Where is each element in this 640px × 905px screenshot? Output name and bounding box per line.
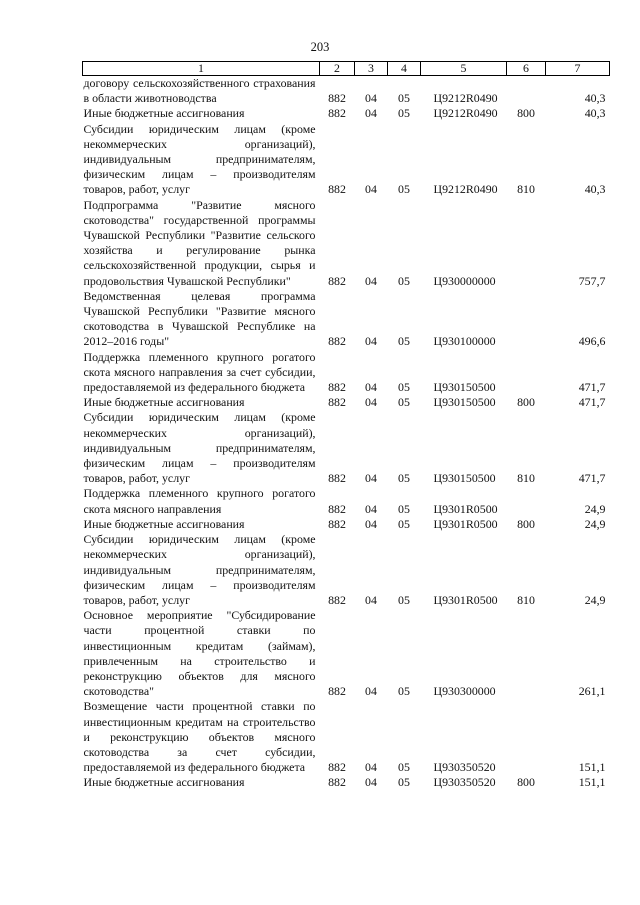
row-subsection-code: 05 <box>398 395 410 410</box>
row-target-article-code: Ц930100000 <box>433 334 496 349</box>
row-description: Субсидии юридическим лицам (кроме некоммерческих организаций), индивидуальным предпринимателям, физическим лицам – производителям товаров, работ, услуг <box>83 532 316 607</box>
row-section-code: 04 <box>365 334 377 349</box>
row-subsection-code: 05 <box>398 592 410 607</box>
row-expense-type-code: 800 <box>517 395 535 410</box>
row-amount: 24,9 <box>584 592 606 607</box>
table-row <box>83 395 610 410</box>
table-row <box>83 198 610 289</box>
row-description: Ведомственная целевая программа Чувашской Республики "Развитие мясного скотоводства в Чувашской Республике на 2012–2016 годы" <box>83 288 316 349</box>
row-subsection-code: 05 <box>398 91 410 106</box>
column-header-3: 3 <box>355 62 388 76</box>
row-grbs-code: 882 <box>328 395 346 410</box>
row-grbs-code: 882 <box>328 592 346 607</box>
budget-table <box>82 61 610 791</box>
table-row <box>83 350 610 396</box>
row-section-code: 04 <box>365 106 377 121</box>
row-amount: 24,9 <box>584 501 606 516</box>
row-amount: 471,7 <box>578 395 606 410</box>
column-header-4: 4 <box>388 62 421 76</box>
row-expense-type-code: 810 <box>517 182 535 197</box>
row-amount: 261,1 <box>578 684 606 699</box>
row-expense-type-code <box>507 350 546 396</box>
row-section-code: 04 <box>365 775 377 790</box>
row-expense-type-code <box>507 289 546 350</box>
row-section-code: 04 <box>365 592 377 607</box>
row-description: Основное мероприятие "Субсидирование части процентной ставки по инвестиционным кредитам (займам), привлеченным на строительство и реконструкцию объектов для мясного скотоводства" <box>83 608 316 699</box>
column-header-7: 7 <box>546 62 610 76</box>
row-target-article-code: Ц930150500 <box>433 380 496 395</box>
row-grbs-code: 882 <box>328 273 346 288</box>
row-grbs-code: 882 <box>328 334 346 349</box>
row-amount: 151,1 <box>578 775 606 790</box>
row-section-code: 04 <box>365 501 377 516</box>
row-grbs-code: 882 <box>328 684 346 699</box>
table-row <box>83 532 610 608</box>
row-subsection-code: 05 <box>398 380 410 395</box>
row-subsection-code: 05 <box>398 501 410 516</box>
row-section-code: 04 <box>365 182 377 197</box>
row-section-code: 04 <box>365 684 377 699</box>
row-target-article-code: Ц930350520 <box>433 760 496 775</box>
row-amount: 471,7 <box>578 471 606 486</box>
row-target-article-code: Ц930000000 <box>433 273 496 288</box>
row-description: Поддержка племенного крупного рогатого скота мясного направления <box>83 486 316 516</box>
row-amount: 151,1 <box>578 760 606 775</box>
table-row <box>83 289 610 350</box>
table-row <box>83 699 610 775</box>
row-expense-type-code <box>507 76 546 107</box>
page-number: 203 <box>310 40 330 54</box>
row-amount: 40,3 <box>584 106 606 121</box>
row-description: договору сельскохозяйственного страхования в области животноводства <box>83 76 316 106</box>
row-subsection-code: 05 <box>398 516 410 531</box>
row-grbs-code: 882 <box>328 106 346 121</box>
table-header-row <box>83 62 610 76</box>
row-subsection-code: 05 <box>398 182 410 197</box>
table-row <box>83 517 610 532</box>
row-expense-type-code: 800 <box>517 106 535 121</box>
row-section-code: 04 <box>365 395 377 410</box>
row-expense-type-code: 810 <box>517 592 535 607</box>
row-description: Иные бюджетные ассигнования <box>83 395 245 410</box>
row-description: Поддержка племенного крупного рогатого скота мясного направления за счет субсидии, предоставляемой из федерального бюджета <box>83 349 316 395</box>
row-grbs-code: 882 <box>328 501 346 516</box>
row-subsection-code: 05 <box>398 106 410 121</box>
table-row <box>83 122 610 198</box>
row-subsection-code: 05 <box>398 273 410 288</box>
row-amount: 471,7 <box>578 380 606 395</box>
table-row <box>83 486 610 516</box>
row-expense-type-code <box>507 486 546 516</box>
row-amount: 40,3 <box>584 182 606 197</box>
row-expense-type-code: 800 <box>517 516 535 531</box>
row-amount: 40,3 <box>584 91 606 106</box>
table-row <box>83 410 610 486</box>
row-grbs-code: 882 <box>328 91 346 106</box>
row-section-code: 04 <box>365 471 377 486</box>
row-description: Субсидии юридическим лицам (кроме некоммерческих организаций), индивидуальным предпринимателям, физическим лицам – производителям товаров, работ, услуг <box>83 121 316 197</box>
row-expense-type-code: 810 <box>517 471 535 486</box>
row-expense-type-code: 800 <box>517 775 535 790</box>
row-description: Субсидии юридическим лицам (кроме некоммерческих организаций), индивидуальным предпринимателям, физическим лицам – производителям товаров, работ, услуг <box>83 410 316 486</box>
row-subsection-code: 05 <box>398 760 410 775</box>
table-row <box>83 106 610 121</box>
row-description: Возмещение части процентной ставки по инвестиционным кредитам на строительство и реконструкцию объектов мясного скотоводства за счет субсидии, предоставляемой из федерального бюджета <box>83 699 316 775</box>
row-subsection-code: 05 <box>398 775 410 790</box>
row-target-article-code: Ц930150500 <box>433 471 496 486</box>
row-target-article-code: Ц9212R0490 <box>433 91 498 106</box>
row-expense-type-code <box>507 608 546 699</box>
row-amount: 24,9 <box>584 516 606 531</box>
row-subsection-code: 05 <box>398 334 410 349</box>
column-header-5: 5 <box>421 62 507 76</box>
row-section-code: 04 <box>365 273 377 288</box>
row-grbs-code: 882 <box>328 471 346 486</box>
column-header-6: 6 <box>507 62 546 76</box>
row-amount: 496,6 <box>578 334 606 349</box>
column-header-1: 1 <box>83 62 320 76</box>
row-expense-type-code <box>507 198 546 289</box>
row-grbs-code: 882 <box>328 760 346 775</box>
table-row <box>83 608 610 699</box>
table-row <box>83 76 610 107</box>
row-expense-type-code <box>507 699 546 775</box>
row-grbs-code: 882 <box>328 182 346 197</box>
row-subsection-code: 05 <box>398 684 410 699</box>
row-section-code: 04 <box>365 91 377 106</box>
row-target-article-code: Ц930350520 <box>433 775 496 790</box>
row-grbs-code: 882 <box>328 516 346 531</box>
row-target-article-code: Ц9301R0500 <box>433 516 498 531</box>
row-description: Иные бюджетные ассигнования <box>83 106 245 121</box>
row-amount: 757,7 <box>578 273 606 288</box>
row-section-code: 04 <box>365 516 377 531</box>
table-row <box>83 775 610 790</box>
row-target-article-code: Ц9212R0490 <box>433 106 498 121</box>
row-section-code: 04 <box>365 380 377 395</box>
row-target-article-code: Ц930300000 <box>433 684 496 699</box>
row-grbs-code: 882 <box>328 775 346 790</box>
row-description: Иные бюджетные ассигнования <box>83 516 245 531</box>
row-target-article-code: Ц9212R0490 <box>433 182 498 197</box>
row-description: Подпрограмма "Развитие мясного скотоводства" государственной программы Чувашской Республики "Развитие сельского хозяйства и регулирование рынка сельскохозяйственной продукции, сырья и продовольствия Чувашской Республики" <box>83 197 316 288</box>
row-section-code: 04 <box>365 760 377 775</box>
row-subsection-code: 05 <box>398 471 410 486</box>
row-grbs-code: 882 <box>328 380 346 395</box>
row-target-article-code: Ц930150500 <box>433 395 496 410</box>
column-header-2: 2 <box>320 62 355 76</box>
row-target-article-code: Ц9301R0500 <box>433 592 498 607</box>
row-description: Иные бюджетные ассигнования <box>83 775 245 790</box>
row-target-article-code: Ц9301R0500 <box>433 501 498 516</box>
